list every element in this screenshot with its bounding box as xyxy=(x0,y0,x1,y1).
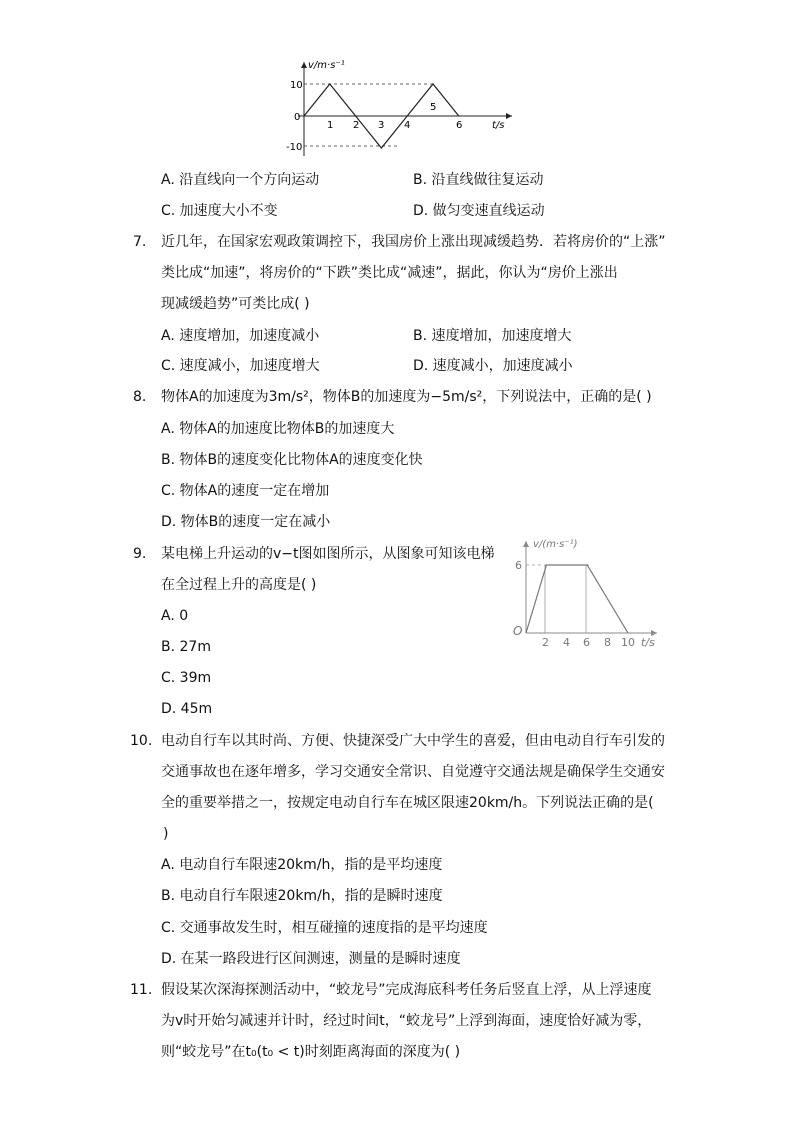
q10-option-d: D. 在某一路段进行区间测速，测量的是瞬时速度 xyxy=(161,951,461,967)
q6-ytick-neg10: -10 xyxy=(286,142,303,153)
q10-line-1: 电动自行车以其时尚、方便、快捷深受广大中学生的喜爱，但由电动自行车引发的 xyxy=(161,733,665,749)
q6-ytick-10: 10 xyxy=(290,80,303,91)
q7-line-3: 现减缓趋势”可类比成( ) xyxy=(161,296,310,312)
q9-line-1: 某电梯上升运动的v−t图如图所示，从图象可知该电梯 xyxy=(161,546,495,562)
q10-option-a: A. 电动自行车限速20km/h，指的是平均速度 xyxy=(161,857,443,873)
q9-option-d: D. 45m xyxy=(161,701,213,717)
q6-xtick-1: 1 xyxy=(327,120,334,131)
q8-option-b: B. 物体B的速度变化比物体A的速度变化快 xyxy=(161,452,423,468)
q9-xlabel: t/s xyxy=(641,636,655,648)
q9-ylabel: v/(m·s⁻¹) xyxy=(533,539,578,550)
q6-option-a: A. 沿直线向一个方向运动 xyxy=(161,172,320,188)
q9-number: 9. xyxy=(133,546,147,562)
q6-velocity-time-graph xyxy=(280,56,520,166)
q8-option-a: A. 物体A的加速度比物体B的加速度大 xyxy=(161,421,395,437)
q7-number: 7. xyxy=(133,234,147,250)
q6-xtick-4: 4 xyxy=(404,120,411,131)
q9-xtick-4: 4 xyxy=(563,636,570,648)
q8-line: 物体A的加速度为3m/s²，物体B的加速度为−5m/s²，下列说法中，正确的是( ) xyxy=(161,389,652,405)
q9-xtick-2: 2 xyxy=(542,636,549,648)
q7-option-b: B. 速度增加，加速度增大 xyxy=(413,328,572,344)
q10-option-c: C. 交通事故发生时，相互碰撞的速度指的是平均速度 xyxy=(161,920,488,936)
q8-option-d: D. 物体B的速度一定在减小 xyxy=(161,514,331,530)
q6-option-d: D. 做匀变速直线运动 xyxy=(413,203,545,219)
q10-line-2: 交通事故也在逐年增多，学习交通安全常识、自觉遵守交通法规是确保学生交通安 xyxy=(161,764,665,780)
q9-ytick-6: 6 xyxy=(515,559,522,572)
q9-option-b: B. 27m xyxy=(161,639,211,655)
q9-line-2: 在全过程上升的高度是( ) xyxy=(161,577,317,593)
q6-option-b: B. 沿直线做往复运动 xyxy=(413,172,544,188)
q6-ylabel: v/m·s⁻¹ xyxy=(308,60,345,71)
q10-line-4: ) xyxy=(163,826,169,842)
q9-xtick-6: 6 xyxy=(583,636,590,648)
q9-xtick-8: 8 xyxy=(604,636,611,648)
q10-number: 10. xyxy=(130,733,153,749)
q7-line-1: 近几年，在国家宏观政策调控下，我国房价上涨出现减缓趋势．若将房价的“上涨” xyxy=(161,234,666,250)
q7-option-c: C. 速度减小，加速度增大 xyxy=(161,358,320,374)
q9-velocity-time-graph xyxy=(505,533,665,648)
q6-xtick-3: 3 xyxy=(378,120,385,131)
q11-line-1: 假设某次深海探测活动中，“蛟龙号”完成海底科考任务后竖直上浮，从上浮速度 xyxy=(161,982,652,998)
q10-line-3: 全的重要举措之一，按规定电动自行车在城区限速20km/h。下列说法正确的是( xyxy=(161,795,654,811)
q7-option-a: A. 速度增加，加速度减小 xyxy=(161,328,320,344)
q6-xtick-2: 2 xyxy=(353,120,360,131)
q6-xtick-5: 5 xyxy=(430,102,437,113)
q11-line-3: 则“蛟龙号”在t₀(t₀ < t)时刻距离海面的深度为( ) xyxy=(161,1044,461,1060)
q6-ytick-0: 0 xyxy=(294,112,301,123)
q11-number: 11. xyxy=(130,982,153,998)
q9-origin: O xyxy=(513,624,523,638)
q9-xtick-10: 10 xyxy=(621,636,635,648)
q6-option-c: C. 加速度大小不变 xyxy=(161,203,278,219)
q8-option-c: C. 物体A的速度一定在增加 xyxy=(161,483,330,499)
q11-line-2: 为v时开始匀减速并计时，经过时间t，“蛟龙号”上浮到海面，速度恰好减为零， xyxy=(161,1013,652,1029)
q9-option-c: C. 39m xyxy=(161,670,212,686)
q7-option-d: D. 速度减小，加速度减小 xyxy=(413,358,573,374)
q9-series-line xyxy=(526,565,628,633)
q6-xlabel: t/s xyxy=(492,120,505,131)
q7-line-2: 类比成“加速”，将房价的“下跌”类比成“减速”，据此，你认为“房价上涨出 xyxy=(161,265,618,281)
q9-option-a: A. 0 xyxy=(161,608,189,624)
q8-number: 8. xyxy=(133,389,147,405)
q10-option-b: B. 电动自行车限速20km/h，指的是瞬时速度 xyxy=(161,888,443,904)
q6-xtick-6: 6 xyxy=(456,120,463,131)
